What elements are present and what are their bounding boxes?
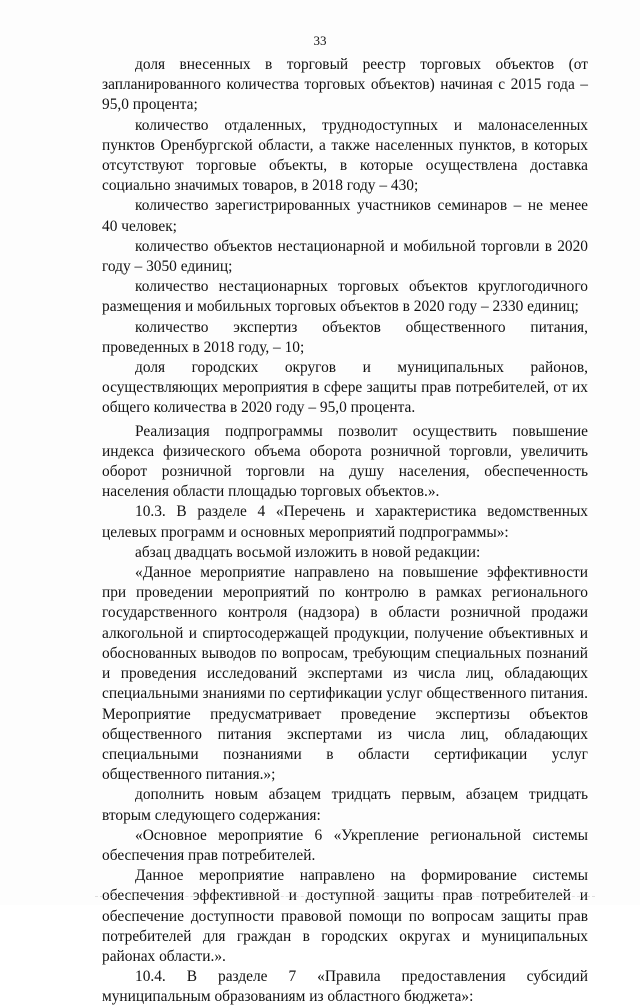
paragraph-catering-expertise: количество экспертиз объектов общественного питания, проведенных в 2018 году, – 10; [102,318,588,356]
paragraph-28-new-wording: абзац двадцать восьмой изложить в новой редакции: [135,543,481,561]
paragraph-share-trade-register: доля внесенных в торговый реестр торговых объектов (от запланированного количества торговых объектов) начиная с 2015 года – 95,0 процента; [102,56,588,114]
paragraph-quoted-measure: «Данное мероприятие направлено на повышение эффективности при проведении мероприятий по контролю в рамках регионального государственного контроля (надзора) в области розничной продажи алкогольной и спиртосодержащей продукции, получение объективных и обоснованных выводов по вопросам, требующим специальных познаний и проведения исследований экспертами из числа лиц, обладающих специальными знаниями по сертификации услуг общественного питания. Мероприятие предусматривает проведение экспертизы объектов общественного питания экспертами из числа лиц, обладающих специальными познаниями в области сертификации услуг общественного питания.»; [102,564,588,784]
paragraph-measure-6-description: Данное мероприятие направлено на формирование системы обеспечения эффективной и доступной защиты прав потребителей и обеспечение доступности правовой помощи по вопросам защиты прав потребителей для граждан в городских округах и муниципальных районах области.». [102,867,588,965]
paragraph-section-7-heading: 10.4. В разделе 7 «Правила предоставления субсидий муниципальным образованиям из областного бюджета»: [102,968,588,1006]
paragraph-add-paragraphs: дополнить новым абзацем тридцать первым, абзацем тридцать вторым следующего содержания: [102,786,588,824]
paragraph-program-implementation: Реализация подпрограммы позволит осуществить повышение индекса физического объема оборота розничной торговли, увеличить оборот розничной торговли на душу населения, обеспеченность населения области площадью торговых объектов.». [102,422,588,501]
document-body [102,55,588,1008]
paragraph-section-4-heading: 10.3. В разделе 4 «Перечень и характеристика ведомственных целевых программ и основных мероприятий подпрограммы»: [102,503,588,541]
page-number: 33 [313,33,327,48]
paragraph-main-measure-6: «Основное мероприятие 6 «Укрепление региональной системы обеспечения прав потребителей. [102,826,588,864]
footer-scan-marks [95,896,595,901]
paragraph-consumer-protection-share: доля городских округов и муниципальных районов, осуществляющих мероприятия в сфере защиты прав потребителей, от их общего количества в 2020 году – 95,0 процента. [102,359,588,417]
paragraph-remote-settlements: количество отдаленных, труднодоступных и малонаселенных пунктов Оренбургской области, а также населенных пунктов, в которых отсутствуют торговые объекты, в которые осуществлена доставка социально значимых товаров, в 2018 году – 430; [102,116,588,195]
paragraph-mobile-trade-objects: количество объектов нестационарной и мобильной торговли в 2020 году – 3050 единиц; [102,237,588,276]
paragraph-year-round-objects: количество нестационарных торговых объектов круглогодичного размещения и мобильных торговых объектов в 2020 году – 2330 единиц; [102,278,588,316]
paragraph-seminar-participants: количество зарегистрированных участников семинаров – не менее 40 человек; [102,197,588,235]
